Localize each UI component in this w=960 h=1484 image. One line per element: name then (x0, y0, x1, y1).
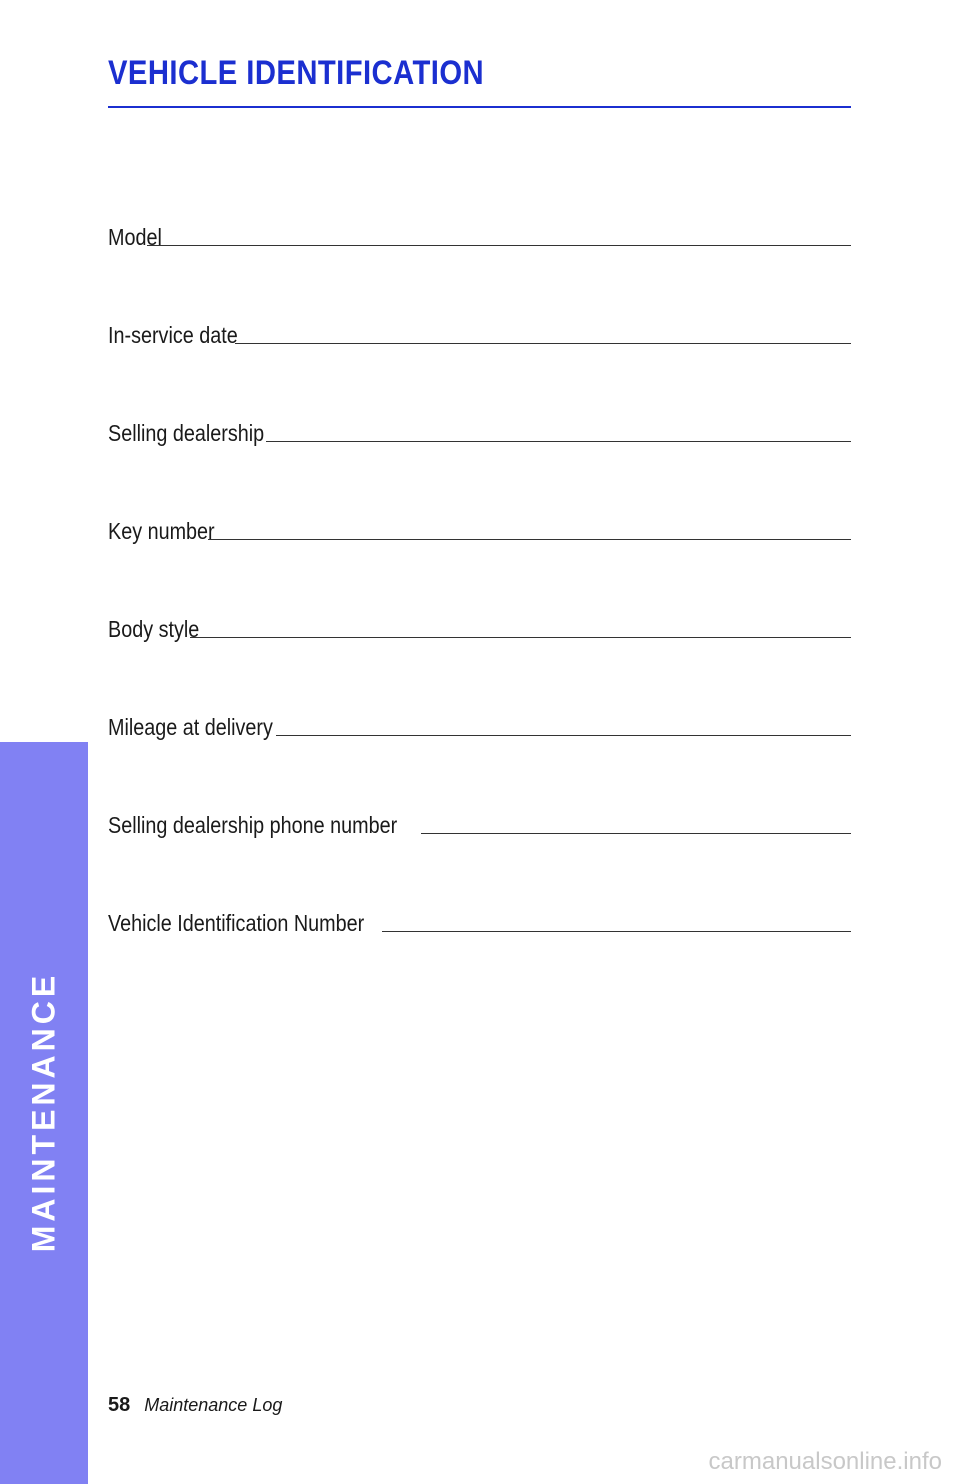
selling-dealership-input-line[interactable] (266, 441, 851, 442)
field-label: Selling dealership (108, 420, 265, 446)
field-label: Mileage at delivery (108, 714, 273, 740)
field-label: In-service date (108, 322, 238, 348)
in-service-date-input-line[interactable] (235, 343, 851, 344)
field-label: Selling dealership phone number (108, 812, 398, 838)
vehicle-identification-form (108, 220, 851, 1004)
dealership-phone-input-line[interactable] (421, 833, 851, 834)
field-label: Body style (108, 616, 200, 642)
field-label: Model (108, 224, 162, 250)
page-footer (108, 1394, 282, 1417)
page-number: 58 (108, 1394, 131, 1416)
mileage-at-delivery-input-line[interactable] (276, 735, 851, 736)
title-rule (108, 106, 851, 108)
key-number-input-line[interactable] (208, 539, 851, 540)
field-label: Key number (108, 518, 215, 544)
form-field-vin (108, 906, 851, 936)
form-field-dealership-phone (108, 808, 851, 838)
field-label: Vehicle Identification Number (108, 910, 365, 936)
side-tab-label: MAINTENANCE (25, 971, 62, 1253)
footer-section-name: Maintenance Log (144, 1395, 283, 1415)
form-field-mileage-at-delivery (108, 710, 851, 740)
form-field-selling-dealership (108, 416, 851, 446)
watermark: carmanualsonline.info (708, 1448, 942, 1475)
form-field-body-style (108, 612, 851, 642)
page-title: VEHICLE IDENTIFICATION (108, 54, 485, 92)
form-field-model (108, 220, 851, 250)
form-field-key-number (108, 514, 851, 544)
vin-input-line[interactable] (382, 931, 851, 932)
form-field-in-service-date (108, 318, 851, 348)
body-style-input-line[interactable] (190, 637, 851, 638)
model-input-line[interactable] (147, 245, 851, 246)
